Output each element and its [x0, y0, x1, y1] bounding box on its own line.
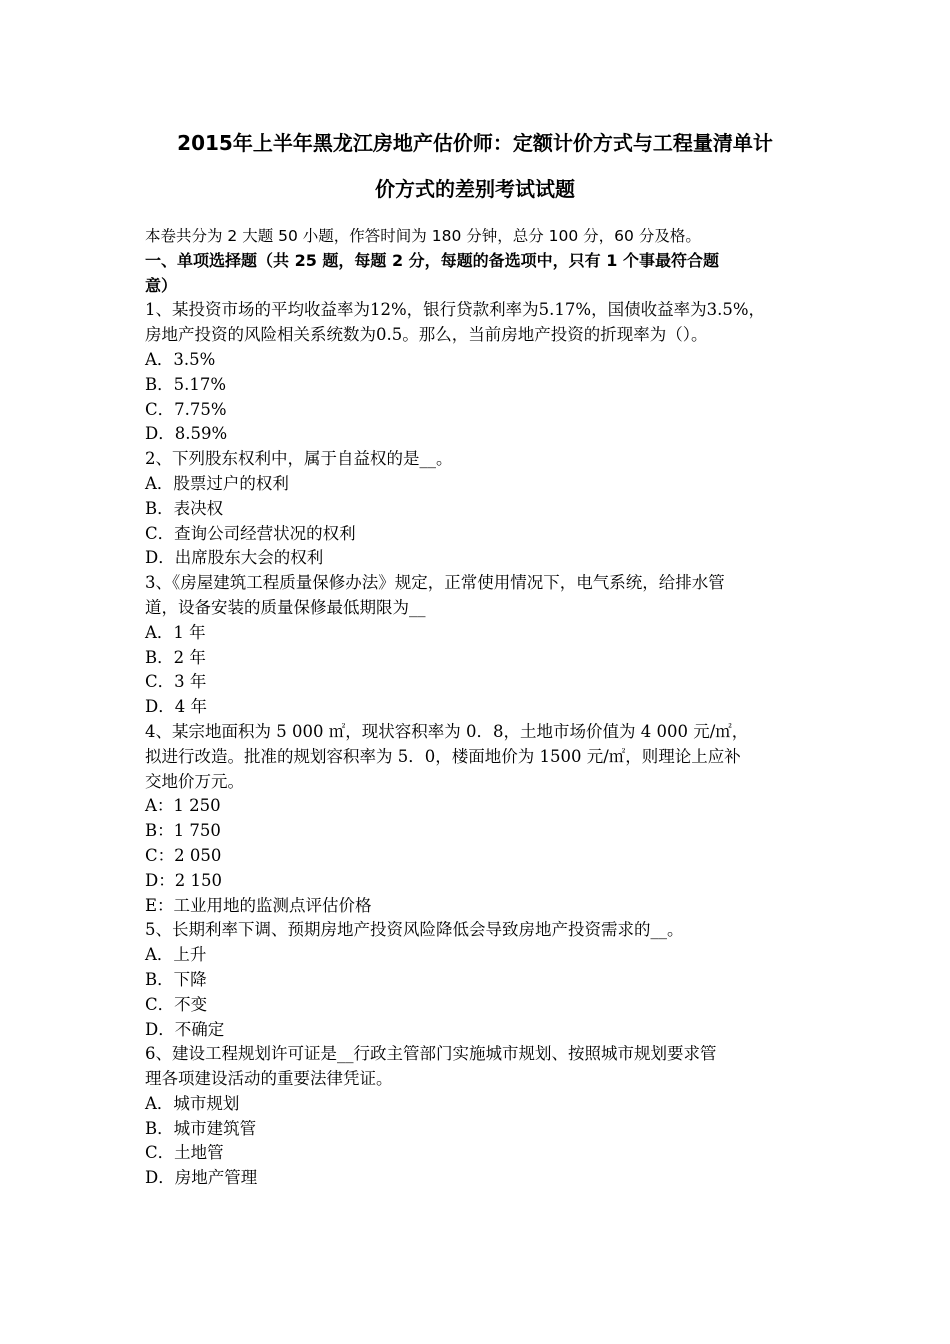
question-stem: 2、下列股东权利中，属于自益权的是__。 — [145, 449, 453, 469]
answer-option: B．表决权 — [145, 498, 224, 518]
answer-option: A．股票过户的权利 — [145, 473, 289, 493]
document-body — [145, 224, 817, 1191]
answer-option: C．查询公司经营状况的权利 — [145, 523, 356, 543]
question-stem: 房地产投资的风险相关系统数为0.5。那么，当前房地产投资的折现率为（）。 — [145, 325, 708, 345]
section-heading-cont: 意） — [145, 275, 178, 295]
exam-intro: 本卷共分为 2 大题 50 小题，作答时间为 180 分钟，总分 100 分，60 分及格。 — [145, 227, 701, 245]
answer-option: D．8.59% — [145, 424, 228, 444]
question-stem: 1、某投资市场的平均收益率为12%，银行贷款利率为5.17%，国债收益率为3.5%， — [145, 300, 766, 320]
answer-option: B．城市建筑管 — [145, 1118, 257, 1138]
answer-option: D．4 年 — [145, 697, 207, 717]
question-stem: 3、《房屋建筑工程质量保修办法》规定，正常使用情况下，电气系统，给排水管 — [145, 573, 725, 593]
answer-option: B：1 750 — [145, 821, 221, 841]
answer-option: A．城市规划 — [145, 1093, 240, 1113]
question-stem: 交地价万元。 — [145, 771, 244, 791]
question-6 — [145, 1042, 817, 1191]
answer-option: D：2 150 — [145, 870, 222, 890]
answer-option: C．7.75% — [145, 399, 227, 419]
answer-option: E：工业用地的监测点评估价格 — [145, 895, 372, 915]
question-stem: 4、某宗地面积为 5 000 ㎡，现状容积率为 0．8，土地市场价值为 4 000 元/㎡， — [145, 721, 749, 741]
question-4 — [145, 720, 817, 918]
answer-option: A．上升 — [145, 945, 207, 965]
answer-option: C．不变 — [145, 994, 208, 1014]
question-stem: 5、长期利率下调、预期房地产投资风险降低会导致房地产投资需求的__。 — [145, 920, 684, 940]
answer-option: A．3.5% — [145, 349, 216, 369]
question-5 — [145, 918, 817, 1042]
answer-option: B．2 年 — [145, 647, 206, 667]
answer-option: C．土地管 — [145, 1143, 224, 1163]
question-stem: 6、建设工程规划许可证是__行政主管部门实施城市规划、按照城市规划要求管 — [145, 1044, 717, 1064]
question-1 — [145, 298, 817, 447]
answer-option: C．3 年 — [145, 672, 207, 692]
answer-option: D．房地产管理 — [145, 1168, 258, 1188]
answer-option: B．下降 — [145, 969, 207, 989]
document-title-line-1: 2015年上半年黑龙江房地产估价师：定额计价方式与工程量清单计 — [177, 131, 773, 155]
answer-option: D．不确定 — [145, 1019, 225, 1039]
question-2 — [145, 447, 817, 571]
document-title-line-2: 价方式的差别考试试题 — [375, 177, 575, 201]
answer-option: C：2 050 — [145, 845, 222, 865]
answer-option: B．5.17% — [145, 374, 227, 394]
question-3 — [145, 571, 817, 720]
question-stem: 道，设备安装的质量保修最低期限为__ — [145, 597, 426, 617]
question-stem: 理各项建设活动的重要法律凭证。 — [145, 1069, 393, 1089]
answer-option: A：1 250 — [145, 796, 221, 816]
answer-option: A．1 年 — [145, 622, 206, 642]
section-heading: 一、单项选择题（共 25 题，每题 2 分，每题的备选项中，只有 1 个事最符合题 — [145, 250, 719, 270]
answer-option: D．出席股东大会的权利 — [145, 548, 324, 568]
question-stem: 拟进行改造。批准的规划容积率为 5．0，楼面地价为 1500 元/㎡，则理论上应补 — [145, 746, 741, 766]
